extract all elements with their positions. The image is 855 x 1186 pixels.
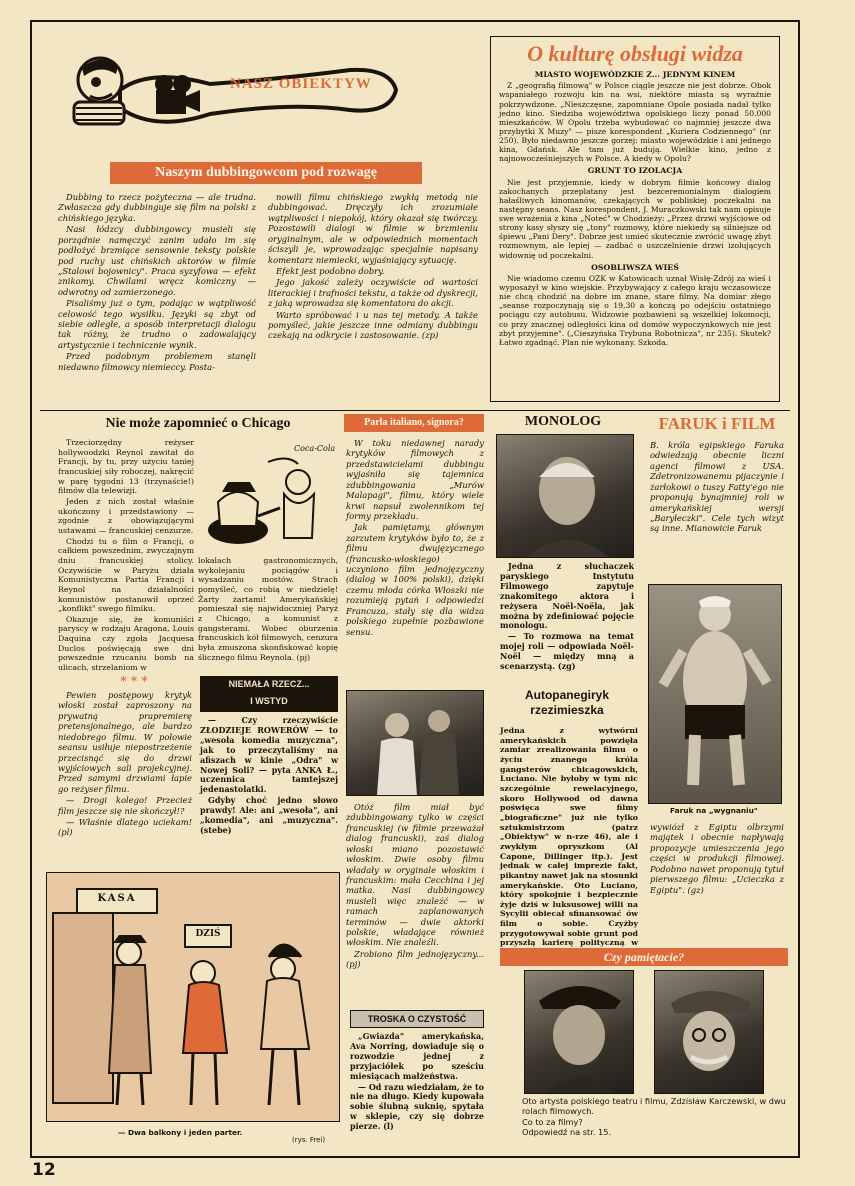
gangsters-drawing-icon (198, 442, 338, 550)
paragraph: Nasi łódzcy dubbingowcy musieli się porządnie namęczyć zanim udało im się podłożyć brzmiące sensownie teksty polskie pod ruchy ust chińskich aktorów w filmie „Stalowi bojownicy". Praca syzyfowa — efekt znikomy. Chwilami wręcz komiczny — odwrotny od zamierzonego. (58, 224, 256, 297)
logo-text: NASZ OBIEKTYW (230, 76, 372, 92)
parla-text1 (346, 438, 484, 678)
dubbing-col1 (58, 192, 256, 402)
niemala-title: NIEMAŁA RZECZ... (228, 679, 310, 689)
cartoon-credit: (rys. Frei) (292, 1136, 326, 1144)
paragraph: Dubbing to rzecz pożyteczna — ale trudna. Zwłaszcza gdy dubbinguje się film na polski z chińskiego języka. (58, 192, 256, 223)
subhead: MIASTO WOJEWÓDZKIE Z... JEDNYM KINEM (534, 70, 736, 79)
paragraph: Otóż film miał być zdubbingowany tylko w części francuskiej (w filmie przeważał dialog francuski), zaś dialog włoski miano pozostawić włoskim. Dwie osoby filmu władały w oryginale włoskim i francuskim: mała Cecchina i jej matka. Nasi dubbingowcy musieli więc znaleźć — w ramach zaplanowanych terminów — dwie aktorki polskie, władające również włoskim. Nie znaleźli. (346, 802, 484, 948)
kasa-sign: KASA (97, 893, 137, 904)
paragraph: Gdyby choć jedno słowo prawdy! Ale: ani „wesoła", ani „komedia", ani „muzyczna". (stebe) (200, 795, 338, 835)
swimmer-photo-icon (649, 585, 781, 803)
faruk-caption: Faruk na „wygnaniu" (670, 806, 758, 815)
subhead: OSOBLIWSZA WIEŚ (591, 262, 679, 272)
chicago-title: Nie może zapomnieć o Chicago (105, 416, 291, 431)
caption-line: Co to za filmy? (522, 1116, 583, 1127)
karczewski-photo-2 (654, 970, 764, 1094)
faruk-photo (648, 584, 782, 804)
kultura-title: O kulturę obsługi widza (527, 41, 743, 66)
paragraph: — To rozmowa na temat mojej roli — odpowiada Noël-Noël — między mną a scenarzystą. (zg) (500, 631, 634, 672)
stars-text (58, 690, 192, 868)
paragraph: Warto spróbować i u nas tej metody. A także pomyśleć, jakie jeszcze inne odmiany dubbingu czekają na odkrycie i zastosowanie. (zp) (268, 309, 478, 341)
noel-noel-photo (496, 434, 634, 558)
masthead (60, 50, 410, 145)
chicago-col2: lokalach gastronomicznych, wykolejaniu pociągów i wysadzaniu mostów. Strach pomyśleć, co robią w niedzielę! Żarty żartami! Amerykańskiej pomieszał się najwidoczniej Paryż z Chicago, a komunist z gangsterami. Wobec oburzenia francuskich kół filmowych, cenzura była zmuszona skonfiskować kopię ślicznego filmu Reynola. (pj) (198, 556, 338, 662)
paragraph: Jeden z nich został właśnie ukończony i przedstawiony — zgodnie z obowiązującymi ustawami — francuskiej cenzurze. (58, 496, 194, 535)
pamietacie-title: Czy pamiętacie? (500, 948, 788, 966)
paragraph: Jedna z słuchaczek paryskiego Instytutu Filmowego zapytuje znakomitego aktora i reżysera Noël-Noëla, jak można by zdefiniować pojęcie monologu. (500, 561, 634, 631)
paragraph: Chodzi tu o film o Francji, o całkiem powszednim, zwyczajnym dniu francuskiej stolicy. Oczywiście w Paryżu działa Komunistyczna Partia Francji i Reynol na działalności komunistów postanowił oprzeć „konflikt" swego filmiku. (58, 536, 194, 614)
dzis-sign: DZIŚ (195, 929, 221, 939)
pamietacie-caption (522, 1096, 792, 1144)
dubbing-col2 (268, 192, 478, 402)
man-portrait-photo-icon (497, 435, 633, 557)
dubbing-title: Naszym dubbingowcom pod rozwagę (110, 162, 422, 184)
paragraph: Jego jakość zależy oczywiście od wartości literackiej i trafności tekstu, a także od dyskrecji, z jaką wprowadza się komentatora do akcji. (268, 277, 478, 309)
balcony-cartoon (46, 872, 340, 1122)
niemala-title-box (200, 676, 338, 712)
cinema-queue-drawing-icon (47, 873, 341, 1123)
paragraph: — Czy rzeczywiście ZŁODZIEJE ROWERÓW — to „wesoła komedia muzyczna", jak to przeczytaliśmy na afiszach w kinie „Odra" w Nowej Soli? — pyta ANKA Ł., uczennica tamtejszej jedenastolatki. (200, 715, 338, 795)
two-women-photo-icon (347, 691, 483, 795)
paragraph: Przed podobnym problemem stanęli niedawno filmowcy niemieccy. Posta- (58, 351, 256, 372)
niemala-text (200, 716, 338, 868)
paragraph: — Właśnie dlatego uciekam! (pl) (58, 817, 192, 838)
paragraph: Jak pamiętamy, głównym zarzutem krytyków było to, że z filmu dwujęzycznego (francusko-włoskiego) uczyniono film jednojęzyczny (dialog w 100% polski), dzięki czemu młoda córka Włoszki nie rozumieją pytań i odpowiedzi Francuza, stały się dla widza polskiego zupełnie pozbawione sensu. (346, 522, 484, 637)
divider (40, 410, 790, 411)
monolog-title: MONOLOG (524, 414, 602, 429)
cola-sign: Coca-Cola (294, 444, 336, 453)
page-number: 12 (32, 1160, 56, 1180)
paragraph: Efekt jest podobno dobry. (276, 265, 385, 276)
paragraph: Z „geografią filmową" w Polsce ciągle jeszcze nie jest dobrze. Obok wspaniałego rozwoju kin na wsi, niektóre miasta są wyraźnie pokrzywdzone. „Nieszczęsne, zapomniane Opole posiada nadal tylko jedno kino. Siedziba województwa opolskiego liczy ponad 50.000 mieszkańców. W Opolu trzeba wybudować co najmniej jeszcze dwa przybytki X Muzy" — pisze korespondent „Kuriera Codziennego" (nr 250). Było niedawno jeszcze gorzej: miasto wojewódzkie i ani jednego kina, Gdańsk. Ale tam już budują. Wielkie kino, jedno z najnowocześniejszych w Polsce. A kiedy w Opolu? (499, 81, 771, 164)
caption-line: Odpowiedź na str. 15. (522, 1126, 612, 1137)
paragraph: Nie jest przyjemnie, kiedy w dobrym filmie końcowy dialog zakochanych przeplatany jest bezceremonialnym dialogiem hałaśliwych kinomanów, czekających w pobliskiej poczekalni na następny seans. Nasz korespondent, J. Muraczkowski tak nam opisuje swe wrażenia z kina „Noteć" w Chodzieży: „Przez drzwi wyjściowe od strony kasy słyszy się „tony" rozmowy, które niekiedy są silniejsze od śpiewu „Pani Dery". Dobrze jest umieć skutecznie zwrócić uwagę zbyt rozmownym, ale lepiej — zadbać o uszczelnienie drzwi izolujących widownię od poczekalni. (499, 177, 771, 260)
man-cap-glasses-photo-icon (655, 971, 763, 1093)
faruk-text2: wywiózł z Egiptu olbrzymi majątek i obecnie napływają propozycje umieszczenia jego części w produkcji filmowej. Podobno nawet proponują tytuł pierwszego filmu: „Ucieczka z Egiptu". (gz) (650, 822, 784, 895)
subhead: GRUNT TO IZOLACJA (587, 166, 683, 176)
parla-title: Parla italiano, signora? (344, 414, 484, 432)
paragraph: Okazuje się, że komuniści paryscy w rodzaju Aragona, Louis Daquina czy zgoła Jacquesa Duclos poświęcają swe dni powszednie rzucaniu bomb na ulicach, strzelaniom w (58, 614, 194, 673)
troska-text (350, 1032, 484, 1148)
parla-text2 (346, 802, 484, 1002)
karczewski-photo-1 (524, 970, 634, 1094)
paragraph: nowili filmu chińskiego zwykłą metodą nie dubbingować. Dręczyły ich zrozumiałe wątpliwości i niepokój, który okazał się twórczy. Pozostawili dialogi w filmie w brzmieniu oryginalnym, ale w odpowiednich momentach ściszyli je, wprowadzając specjalnie napisany komentarz niemiecki, wyjaśniający sytuację. (268, 192, 478, 265)
troska-title: TROSKA O CZYSTOŚĆ (350, 1010, 484, 1028)
film-still-photo (346, 690, 484, 796)
man-hat-photo-icon (525, 971, 633, 1093)
paragraph: W toku niedawnej narady krytyków filmowych z przedstawicielami dubbingu wyjaśniła się tajemnica zdubbingowania „Murów Malapagi", filmu, który wiele krwi napsuł zwolennikom tej formy przekładu. (346, 438, 484, 521)
stars-divider: * * * (120, 674, 148, 688)
autopanegiryk-title: Autopanegiryk rzezimieszka (524, 688, 609, 717)
paragraph: Pewien postępowy krytyk włoski został zaproszony na prywatną prapremierę pretensjonalnego, ale bardzo niedobrego filmu. W połowie seansu usiłuje niepostrzeżenie przecisnąć się do drzwi wyjściowych sali projekcyjnej. Przed samymi drzwiami łapie go reżyser filmu. (58, 690, 192, 794)
faruk-text1: B. króla egipskiego Faruka odwiedzają obecnie liczni agenci filmowi z USA. Zdetronizowanemu pijaczynie i żarłokowi o tuszy Fatty'ego nie proponują bynajmniej roli w amerykańskiej wersji „Baryłeczki". Cele tych wizyt są inne. Mianowicie Faruk (650, 440, 784, 534)
cartoon-caption: — Dwa balkony i jeden parter. (118, 1128, 243, 1137)
paragraph: „Gwiazda" amerykańska, Ava Norring, dowiaduje się o rozwodzie jednej z przyjaciółek po sześciu miesiącach małżeństwa. (350, 1031, 484, 1081)
niemala-subtitle: I WSTYD (250, 696, 288, 706)
kultura-box (490, 36, 780, 402)
paragraph: Zrobiono film jednojęzyczny... (pj) (346, 948, 484, 970)
monolog-text (500, 562, 634, 680)
paragraph: — Drogi kolego! Przecież film jeszcze się nie skończył!? (58, 795, 192, 816)
chicago-col1 (58, 438, 194, 673)
autopanegiryk-text: Jedna z wytwórni amerykańskich powzięła zamiar zrealizowania filmu o życiu znanego króla gangsterów chicagowskich, Luciano. Nie byłoby w tym nic szczególnie rewelacyjnego, skoro Hollywood od dawna poświęca swe filmy „biograficzne" już nie tylko sztukmistrzom (patrz „Obiektyw" w n-rze 46), ale i zwykłym opryszkom (Al Capone, Dillinger itp.). Jest jednak w całej imprezie fakt, pikantny nawet jak na stosunki amerykańskie. Oto Luciano, który spokojnie i bezpiecznie żyje dziś w luksusowej willi na Sycylii obiecał sfinansować ów film o sobie. Czyżby przygotowywał sobie grunt pod przyszłą karierę polityczną w (500, 726, 638, 948)
paragraph: Nie wiadomo czemu OZK w Katowicach uznał Wisłę-Zdrój za wieś i wyposażył w kino wiejskie. Przybywający z całego kraju wczasowicze nie chcą chodzić na dobre im znane, stare filmy. Na domiar złego „seanse rozpoczynają się o 19,30 a kończą po odejściu ostatniego pociągu czy autobusu. Widzowie pozbawieni są wszelkiej lokomocji, co przy znacznej odległości kina od domów wypoczynkowych nie jest zbyt przyjemne". („Cieszyńska Trybuna Robotnicza", nr 235). Skutek? Łatwo zgadnąć. Plan nie wykonany. Szkoda. (499, 274, 771, 347)
caption-line: Oto artysta polskiego teatru i filmu, Zdzisław Karczewski, w dwu rolach filmowych. (522, 1096, 786, 1117)
faruk-title: FARUK i FILM (658, 414, 776, 433)
paragraph: Pisaliśmy już o tym, podając w wątpliwość celowość tego wysiłku. Języki są zbyt od siebie odległe, a sposób interpretacji dialogu tak różny, że trudno o zadowalający artystycznie i technicznie wynik. (58, 298, 256, 350)
paragraph: — Od razu wiedziałam, że to nie na długo. Kiedy kupowała sobie ślubną suknię, spytała w sklepie, czy się dobrze pierze. (l) (350, 1081, 484, 1132)
paragraph: Trzeciorzędny reżyser hollywoodzki Reynol zawitał do Francji, by tu, przy użyciu taniej francuskiej siły roboczej, nakręcić w parę tygodni 13 (trzynaście!) filmów dla telewizji. (58, 438, 194, 496)
gangster-cartoon (198, 442, 338, 550)
